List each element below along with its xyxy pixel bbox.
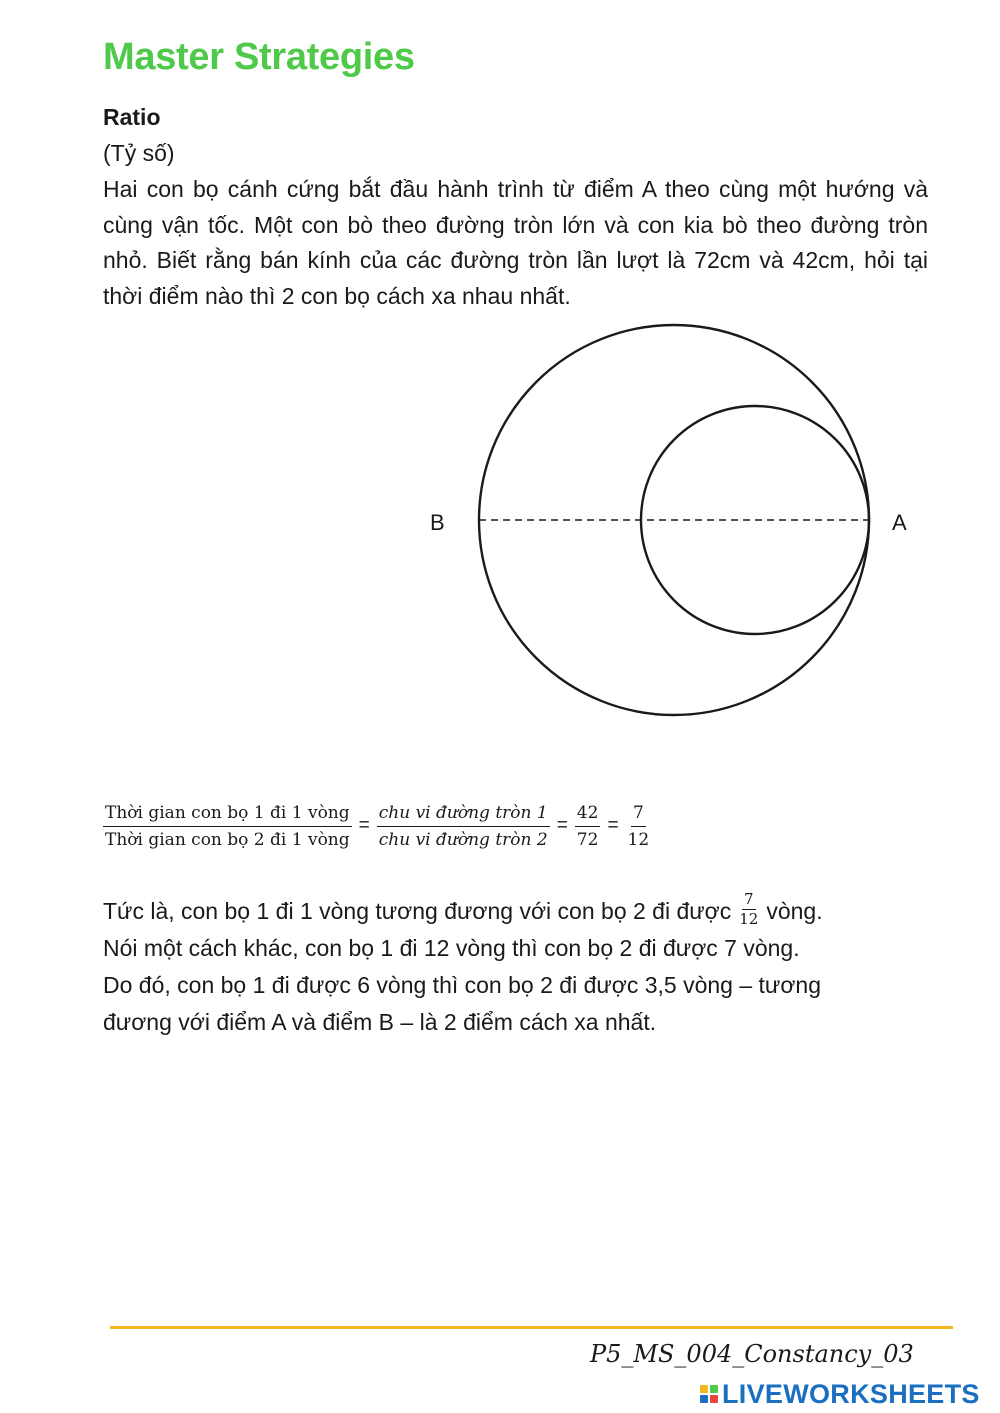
footer-document-code: P5_MS_004_Constancy_03 bbox=[590, 1340, 914, 1368]
result-denominator: 12 bbox=[627, 829, 650, 850]
section-subheading: (Tỷ số) bbox=[103, 140, 175, 166]
radius-ratio-fraction bbox=[575, 803, 601, 850]
liveworksheets-logo-icon bbox=[700, 1385, 718, 1403]
circumference-numerator: chu vi đường tròn 1 bbox=[377, 803, 550, 827]
solution-text bbox=[103, 890, 943, 1041]
footer-rule bbox=[110, 1326, 953, 1329]
radius-ratio-denominator: 72 bbox=[576, 829, 599, 850]
equals-sign: = bbox=[607, 815, 619, 836]
result-fraction bbox=[626, 803, 652, 850]
solution-line-1 bbox=[103, 890, 943, 930]
time-ratio-denominator: Thời gian con bọ 2 đi 1 vòng bbox=[105, 829, 350, 850]
solution-line-1-before: Tức là, con bọ 1 đi 1 vòng tương đương với con bọ 2 đi được bbox=[103, 898, 732, 924]
inline-fraction bbox=[737, 891, 760, 928]
solution-line-3: Do đó, con bọ 1 đi được 6 vòng thì con bọ 2 đi được 3,5 vòng – tương bbox=[103, 972, 821, 998]
result-numerator: 7 bbox=[631, 803, 646, 827]
inline-fraction-numerator: 7 bbox=[744, 890, 754, 909]
inline-fraction-denominator: 12 bbox=[739, 910, 759, 929]
time-ratio-fraction bbox=[103, 803, 352, 850]
circumference-ratio-fraction bbox=[377, 803, 550, 850]
point-b-label: B bbox=[430, 510, 445, 535]
section-heading: Ratio bbox=[103, 104, 161, 130]
brand-name: LIVEWORKSHEETS bbox=[722, 1378, 980, 1409]
liveworksheets-brand[interactable] bbox=[700, 1379, 980, 1409]
equals-sign: = bbox=[556, 815, 568, 836]
solution-line-2: Nói một cách khác, con bọ 1 đi 12 vòng thì con bọ 2 đi được 7 vòng. bbox=[103, 935, 800, 961]
solution-line-1-after: vòng. bbox=[766, 898, 823, 924]
page-title: Master Strategies bbox=[103, 36, 415, 78]
circumference-denominator: chu vi đường tròn 2 bbox=[378, 829, 548, 850]
time-ratio-numerator: Thời gian con bọ 1 đi 1 vòng bbox=[103, 803, 352, 827]
point-a-label: A bbox=[892, 510, 907, 535]
solution-line-4: đương với điểm A và điểm B – là 2 điểm cách xa nhất. bbox=[103, 1009, 657, 1035]
problem-statement: Hai con bọ cánh cứng bắt đầu hành trình từ điểm A theo cùng một hướng và cùng vận tốc. Một con bò theo đường tròn lớn và con kia bò theo đường tròn nhỏ. Biết rằng bán kính của các đường tròn lần lượt là 72cm và 42cm, hỏi tại thời điểm nào thì 2 con bọ cách xa nhau nhất. bbox=[103, 176, 928, 309]
equals-sign: = bbox=[358, 815, 370, 836]
radius-ratio-numerator: 42 bbox=[575, 803, 601, 827]
ratio-formula bbox=[103, 797, 651, 855]
